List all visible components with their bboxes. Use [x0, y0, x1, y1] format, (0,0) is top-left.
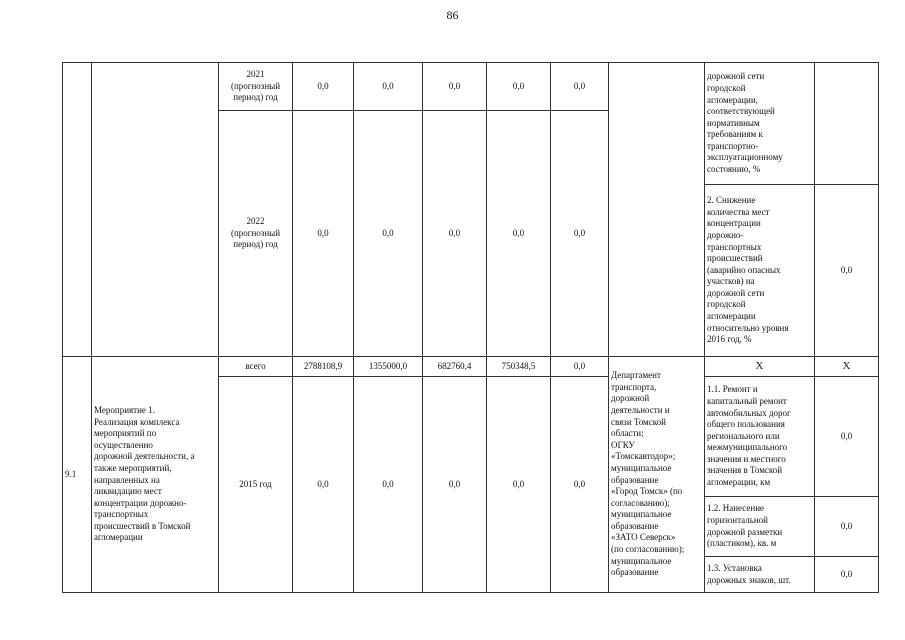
other-cell: 0,0 — [551, 111, 609, 357]
regional-cell: 0,0 — [423, 63, 487, 111]
item-name: Мероприятие 1. Реализация комплекса мероприятий по осуществленно дорожной деятельности, а также мероприятий, направленных на ликвидацию мест концентрации дорожно- транспортных происшествий в Томской агломерации — [92, 357, 219, 593]
total-cell: 0,0 — [293, 63, 354, 111]
table-row — [63, 63, 879, 111]
indicator-value-cell: 0,0 — [815, 377, 879, 497]
total-cell: 2788108,9 — [293, 357, 354, 377]
period-cell: 2021 (прогнозный период) год — [219, 63, 293, 111]
period-cell: всего — [219, 357, 293, 377]
page-number: 86 — [446, 8, 459, 22]
indicator-cell: 1.1. Ремонт и капитальный ремонт автомобильных дорог общего пользования регионального или межмуниципального значения и местного значения в Томской агломерации, км — [705, 377, 815, 497]
federal-cell: 0,0 — [354, 111, 423, 357]
responsible-cell: Департамент транспорта, дорожной деятельности и связи Томской области; ОГКУ «Томскавтодор»; муниципальное образование «Город Томск» (по согласованию); муниципальное образование «ЗАТО Северск» (по согласованию); муниципальное образование — [609, 357, 705, 593]
local-cell: 0,0 — [487, 111, 551, 357]
regional-cell: 0,0 — [423, 111, 487, 357]
empty-responsible-cell — [609, 63, 705, 357]
other-cell: 0,0 — [551, 377, 609, 593]
other-cell: 0,0 — [551, 63, 609, 111]
item-number: 9.1 — [63, 357, 92, 593]
indicator-cell: Х — [705, 357, 815, 377]
table-row — [63, 357, 879, 377]
local-cell: 0,0 — [487, 63, 551, 111]
indicator-cell: 1.2. Нанесение горизонтальной дорожной разметки (пластиком), кв. м — [705, 497, 815, 557]
other-cell: 0,0 — [551, 357, 609, 377]
local-cell: 750348,5 — [487, 357, 551, 377]
local-cell: 0,0 — [487, 377, 551, 593]
indicator-value-cell: 0,0 — [815, 557, 879, 593]
regional-cell: 0,0 — [423, 377, 487, 593]
total-cell: 0,0 — [293, 377, 354, 593]
indicator-cell: дорожной сети городской агломерации, соответствующей нормативным требованиям к транспортно- эксплуатационному состоянию, % — [705, 63, 815, 185]
total-cell: 0,0 — [293, 111, 354, 357]
period-cell: 2015 год — [219, 377, 293, 593]
indicator-value-cell — [815, 63, 879, 185]
indicator-value-cell: Х — [815, 357, 879, 377]
indicator-value-cell: 0,0 — [815, 185, 879, 357]
indicator-value-cell: 0,0 — [815, 497, 879, 557]
federal-cell: 0,0 — [354, 63, 423, 111]
period-cell: 2022 (прогнозный период) год — [219, 111, 293, 357]
empty-num-cell — [63, 63, 92, 357]
federal-cell: 0,0 — [354, 377, 423, 593]
regional-cell: 682760,4 — [423, 357, 487, 377]
program-table — [62, 62, 879, 593]
empty-name-cell — [92, 63, 219, 357]
indicator-cell: 1.3. Установка дорожных знаков, шт. — [705, 557, 815, 593]
indicator-cell: 2. Снижение количества мест концентрации дорожно- транспортных происшествий (аварийно опасных участков) на дорожной сети городской агломерации относительно уровня 2016 год, % — [705, 185, 815, 357]
federal-cell: 1355000,0 — [354, 357, 423, 377]
